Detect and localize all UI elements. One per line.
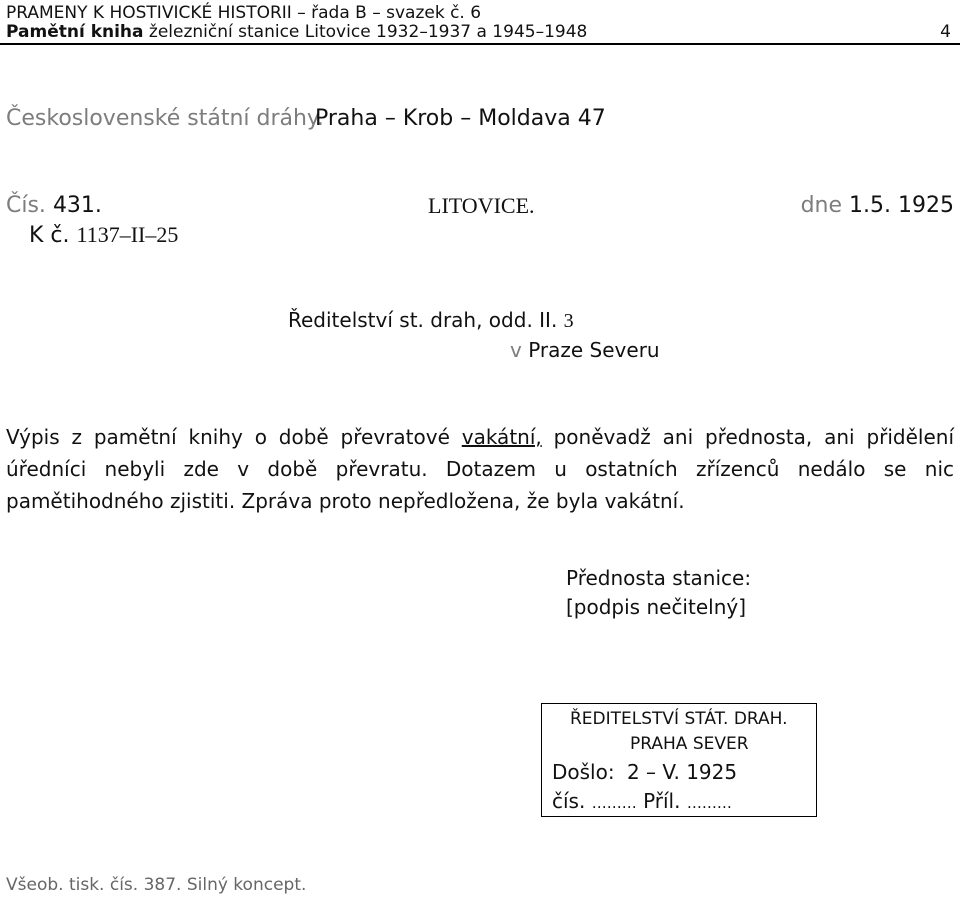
addressee-city: Praze Severu [528, 338, 660, 362]
ref-cis-value: 431. [52, 193, 102, 218]
addressee-line1 [288, 310, 574, 331]
body-paragraph [6, 421, 954, 517]
ref-cis-label: Čís. [6, 193, 46, 218]
letterhead-org: Československé státní dráhy. [6, 106, 324, 131]
body-line-1-a: Výpis z pamětní knihy o době převratové [6, 425, 462, 449]
ref-kc-label: K č. [29, 223, 70, 248]
stamp-pril-label: Příl. [643, 789, 681, 813]
stamp-cis-dots: ……… [591, 794, 637, 812]
ref-date-label: dne [800, 193, 843, 218]
stamp-received [552, 762, 737, 782]
addressee-office: Ředitelství st. drah, odd. II. [288, 308, 558, 332]
page-number: 4 [940, 22, 951, 42]
stamp-numbers [552, 791, 732, 811]
body-line-1 [6, 421, 954, 453]
addressee-line2 [510, 340, 660, 360]
addressee-office-suffix: 3 [563, 310, 574, 332]
letterhead-address: Praha – Krob – Moldava 47 [315, 106, 606, 131]
stamp-pril-dots: ……… [686, 794, 732, 812]
stamp-line2: PRAHA SEVER [630, 734, 749, 754]
stamp-received-label: Došlo: [552, 760, 615, 784]
signature-note: [podpis nečitelný] [566, 595, 747, 619]
ref-cis [6, 195, 102, 217]
book-title-bold: Pamětní kniha [6, 22, 144, 42]
ref-date [801, 195, 954, 217]
ref-place: LITOVICE. [428, 193, 535, 218]
stamp-received-value: 2 – V. 1925 [626, 760, 738, 784]
body-line-1-b: poněvadž ani přednosta, ani přidělení [541, 425, 955, 449]
ref-date-value: 1.5. 1925 [849, 193, 954, 218]
body-line-3: pamětihodného zjistiti. Zpráva proto nepředložena, že byla vakátní. [6, 489, 685, 513]
addressee-prefix: v [510, 338, 522, 362]
book-title-rest: železniční stanice Litovice 1932–1937 a 1945–1948 [143, 22, 588, 42]
ref-kc [29, 224, 178, 247]
print-form-note: Všeob. tisk. čís. 387. Silný koncept. [6, 875, 307, 895]
body-line-1-underlined: vakátní, [461, 425, 542, 449]
body-line-2: úředníci nebyli zde v době převratu. Dotazem u ostatních zřízenců nedálo se nic [6, 457, 954, 481]
ref-kc-value: 1137–II–25 [76, 222, 179, 247]
stamp-line1: ŘEDITELSTVÍ STÁT. DRAH. [570, 709, 788, 729]
stamp-cis-label: čís. [552, 789, 586, 813]
header-rule [0, 43, 960, 45]
series-line: PRAMENY K HOSTIVICKÉ HISTORII – řada B – svazek č. 6 [6, 3, 482, 23]
signature-role: Přednosta stanice: [566, 566, 752, 590]
book-title [6, 24, 587, 41]
